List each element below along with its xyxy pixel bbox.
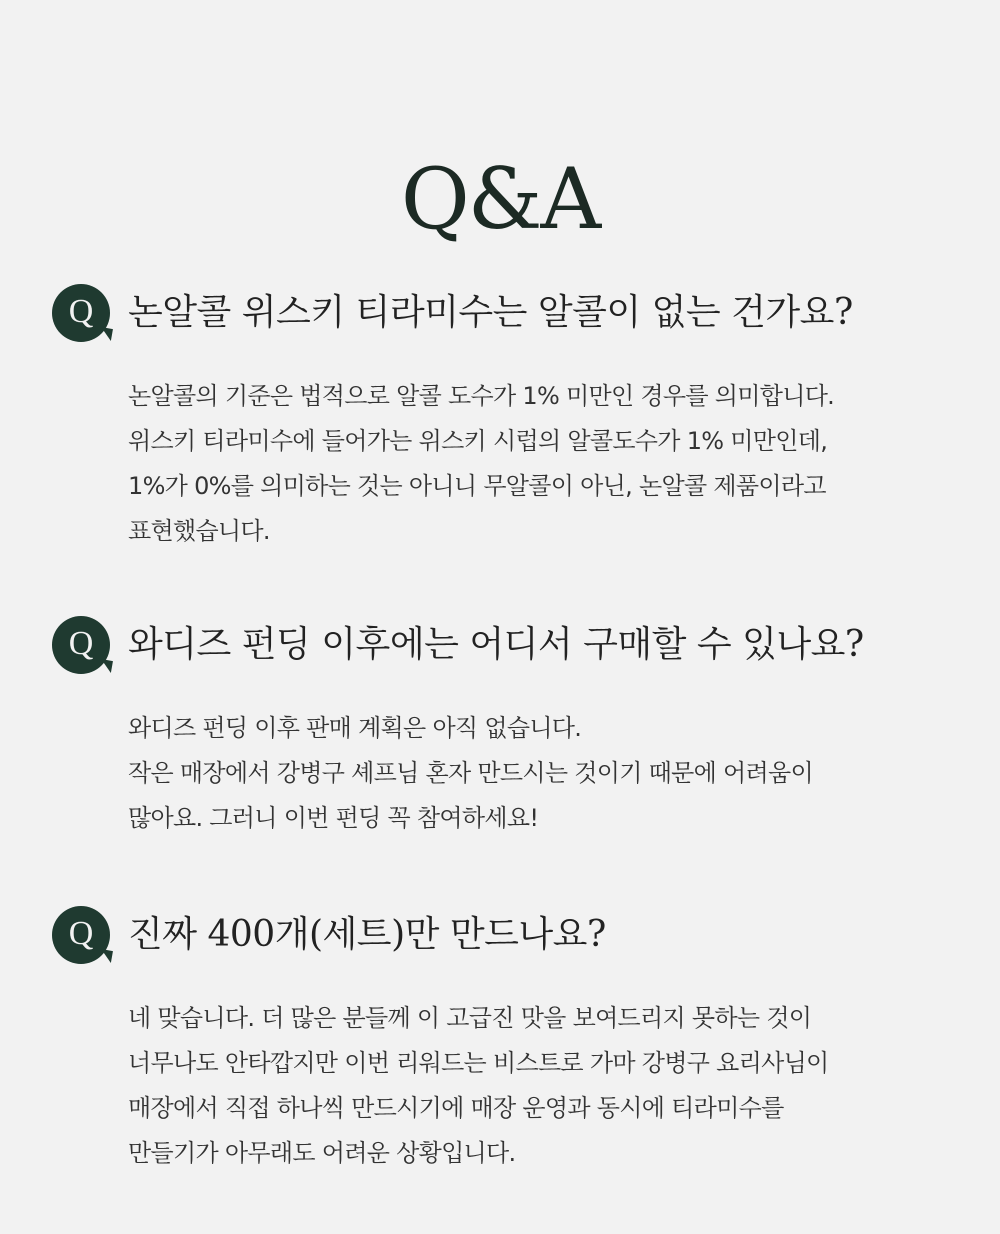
answer-text: [128, 706, 952, 841]
answer-line: 1%가 0%를 의미하는 것는 아니니 무알콜이 아닌, 논알콜 제품이라고: [128, 472, 826, 500]
answer-line: 와디즈 펀딩 이후 판매 계획은 아직 없습니다.: [128, 714, 582, 742]
answer-text: [128, 374, 952, 554]
answer-line: 논알콜의 기준은 법적으로 알콜 도수가 1% 미만인 경우를 의미합니다.: [128, 382, 835, 410]
answer-line: 네 맞습니다. 더 많은 분들께 이 고급진 맛을 보여드리지 못하는 것이: [128, 1004, 812, 1032]
question-text: 논알콜 위스키 티라미수는 알콜이 없는 건가요?: [128, 292, 853, 333]
answer-line: 매장에서 직접 하나씩 만드시기에 매장 운영과 동시에 티라미수를: [128, 1094, 784, 1122]
faq-item: [52, 284, 952, 554]
q-badge-icon: Q: [52, 906, 110, 964]
faq-item: [52, 616, 952, 841]
q-badge-icon: Q: [52, 284, 110, 342]
answer-line: 많아요. 그러니 이번 펀딩 꼭 참여하세요!: [128, 804, 539, 832]
question-text: 와디즈 펀딩 이후에는 어디서 구매할 수 있나요?: [128, 624, 864, 665]
q-badge-icon: Q: [52, 616, 110, 674]
answer-text: [128, 996, 952, 1176]
question-text: 진짜 400개(세트)만 만드나요?: [128, 914, 606, 955]
question-row: [52, 284, 952, 348]
answer-line: 위스키 티라미수에 들어가는 위스키 시럽의 알콜도수가 1% 미만인데,: [128, 427, 828, 455]
question-row: [52, 616, 952, 680]
answer-line: 너무나도 안타깝지만 이번 리워드는 비스트로 가마 강병구 요리사님이: [128, 1049, 829, 1077]
question-row: [52, 906, 952, 970]
faq-item: [52, 906, 952, 1176]
answer-line: 만들기가 아무래도 어려운 상황입니다.: [128, 1139, 516, 1167]
answer-line: 작은 매장에서 강병구 셰프님 혼자 만드시는 것이기 때문에 어려움이: [128, 759, 813, 787]
page-title: Q&A: [400, 150, 600, 249]
answer-line: 표현했습니다.: [128, 517, 270, 545]
